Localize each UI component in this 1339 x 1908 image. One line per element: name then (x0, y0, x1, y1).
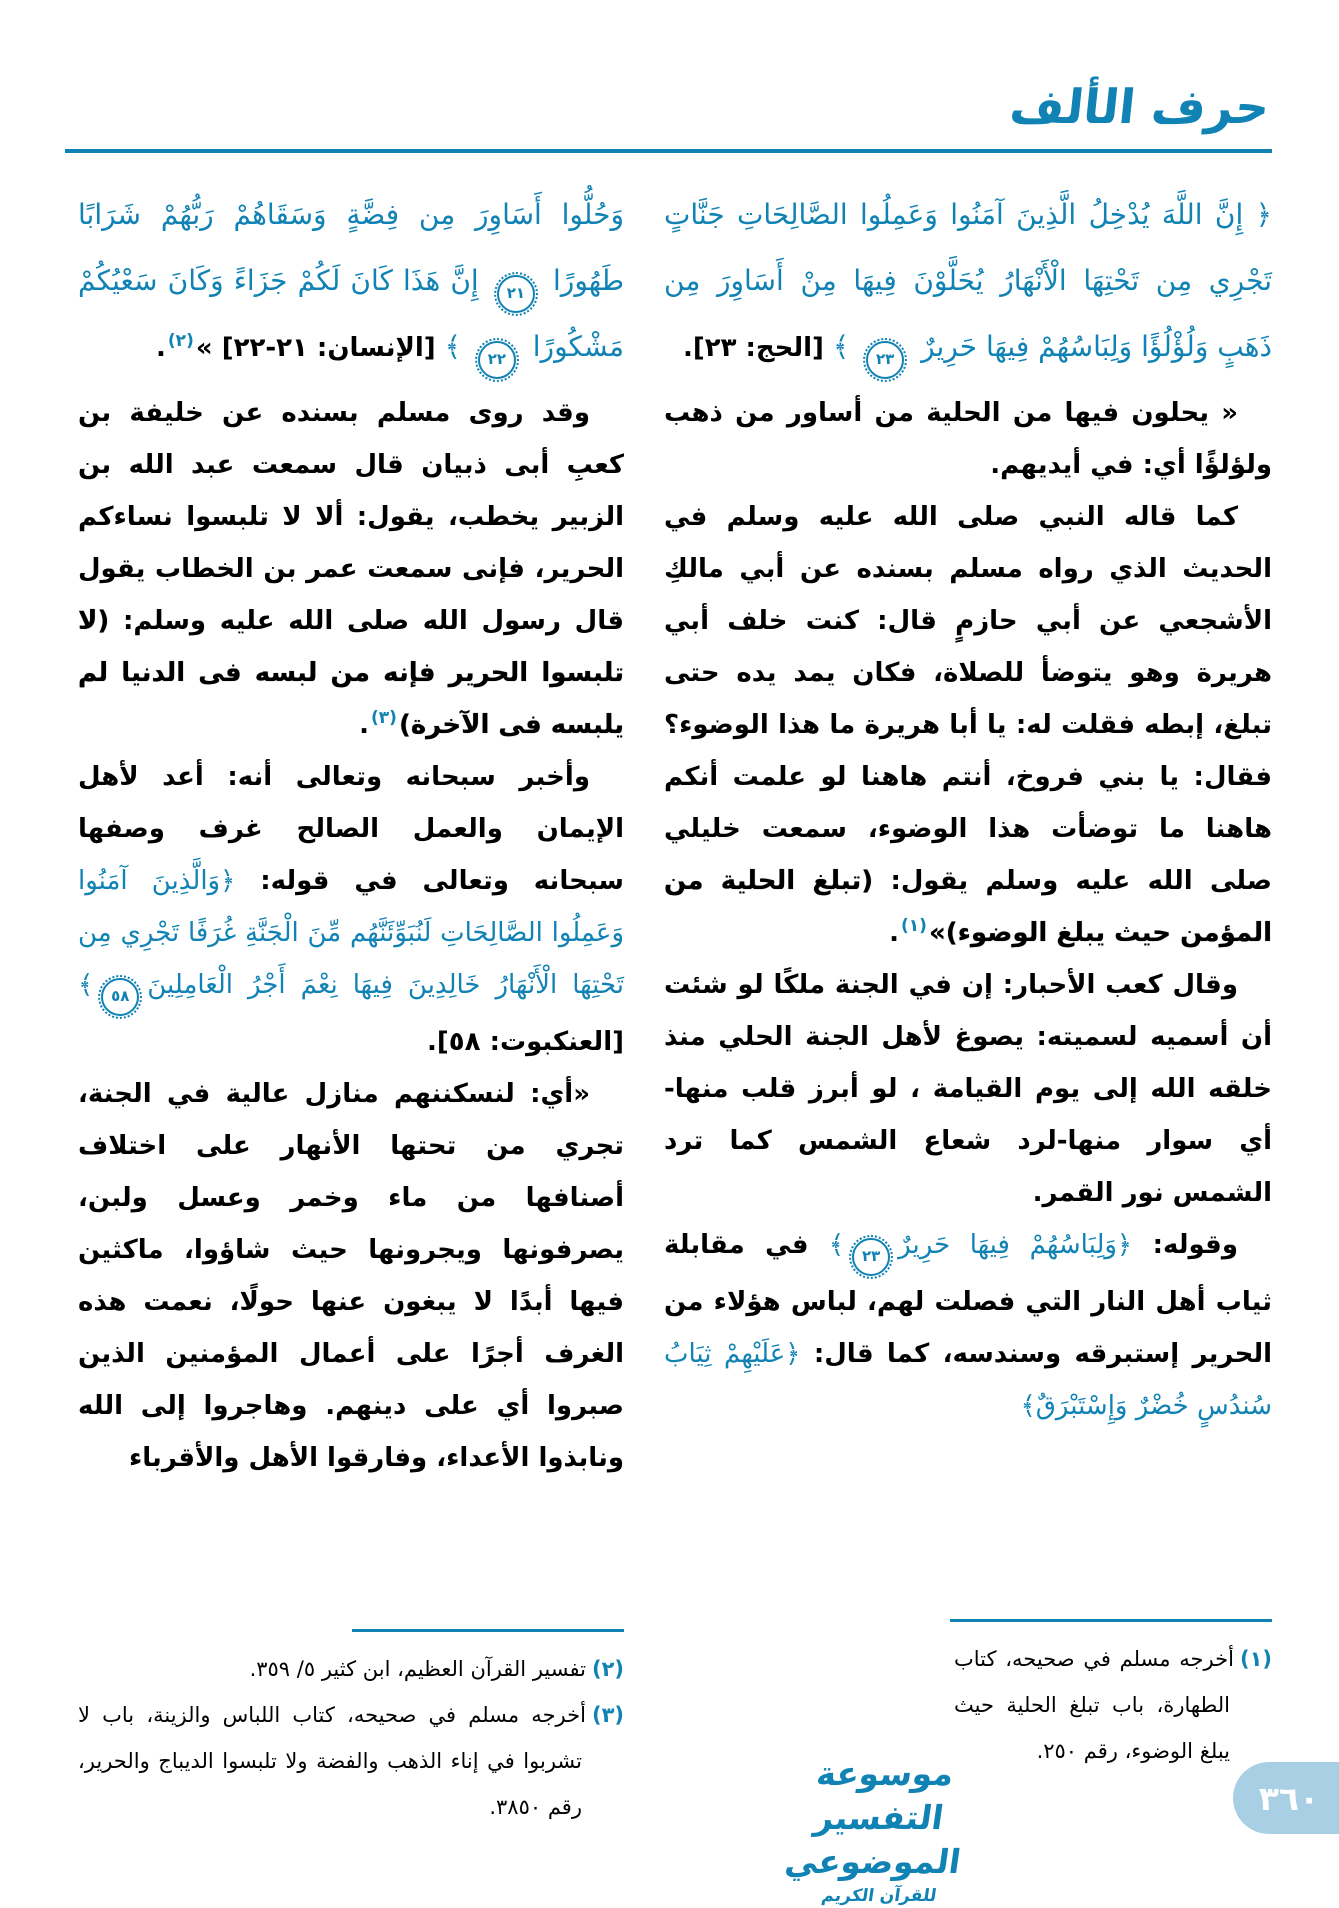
chapter-heading: حرف الألف (1007, 80, 1272, 135)
verse-number: ٢٢ (487, 350, 507, 368)
ornate-close-paren: ﴾ (444, 330, 461, 363)
commentary-with-quran-paragraph (78, 751, 624, 1068)
page-number-badge (1233, 1762, 1339, 1834)
verse-number-badge (101, 978, 139, 1016)
right-column (664, 182, 1272, 1774)
text-columns (65, 182, 1272, 1830)
footnote-reference: (٣) (370, 708, 397, 729)
footnote-number: (١) (1239, 1647, 1272, 1671)
paragraph-text: وقوله: (1132, 1230, 1238, 1260)
footnote-divider (950, 1619, 1272, 1622)
hadith-paragraph (664, 491, 1272, 959)
ornate-close-paren: ﴾ (832, 330, 850, 363)
quran-text: وَحُلُّوا أَسَاوِرَ مِن فِضَّةٍ وَسَقَاهُمْ رَبُّهُمْ شَرَابًا طَهُورًا (78, 198, 624, 297)
quran-verse-alhajj (664, 182, 1272, 381)
commentary-with-quran-paragraph (664, 1219, 1272, 1432)
quran-inline-text: ﴿عَلَيْهِمْ ثِيَابُ سُندُسٍ خُضْرٌ وَإِسْتَبْرَقٌ﴾ (664, 1338, 1272, 1421)
verse-number-badge (478, 341, 516, 379)
publisher-logo-main: موسوعة التفسير الموضوعي (782, 1754, 964, 1881)
publisher-logo-sub: للقرآن الكريم (820, 1886, 938, 1906)
verse-number: ٢٣ (861, 1247, 881, 1265)
footnote-text: أخرجه مسلم في صحيحه، كتاب اللباس والزينة، باب لا تشربوا في إناء الذهب والفضة ولا تلبسوا الديباج والحرير، رقم ٣٨٥٠. (78, 1703, 586, 1819)
verse-number-badge (497, 275, 535, 313)
paragraph-text: كما قاله النبي صلى الله عليه وسلم في الحديث الذي رواه مسلم بسنده عن أبي مالكِ الأشجعي عن أبي حازمٍ قال: كنت خلف أبي هريرة وهو يتوضأ للصلاة، فكان يمد يده حتى تبلغ، إبطه فقلت له: يا أبا هريرة ما هذا الوضوء؟ فقال: يا بني فروخ، أنتم هاهنا لو علمت أنكم هاهنا ما توضأت هذا الوضوء، سمعت خليلي صلى الله عليه وسلم يقول: (664, 502, 1273, 896)
publisher-logo (759, 1752, 999, 1908)
quran-text: إِنَّ اللَّهَ يُدْخِلُ الَّذِينَ آمَنُوا وَعَمِلُوا الصَّالِحَاتِ جَنَّاتٍ تَجْرِي مِن تَحْتِهَا الْأَنْهَارُ يُحَلَّوْنَ فِيهَا مِنْ أَسَاوِرَ مِن ذَهَبٍ وَلُؤْلُؤًا وَلِبَاسُهُمْ فِيهَا حَرِيرٌ (664, 198, 1272, 363)
quran-inline-text: ﴿وَالَّذِينَ آمَنُوا وَعَمِلُوا الصَّالِحَاتِ لَنُبَوِّئَنَّهُم مِّنَ الْجَنَّةِ غُرَفًا تَجْرِي مِن تَحْتِهَا الْأَنْهَارُ خَالِدِينَ فِيهَا نِعْمَ أَجْرُ الْعَامِلِينَ (78, 866, 624, 1000)
footnote (78, 1692, 624, 1830)
verse-number-badge (852, 1238, 890, 1276)
tafsir-paragraph: «أي: لنسكننهم منازل عالية في الجنة، تجري من تحتها الأنهار على اختلاف أصنافها من ماء وخمر وعسل ولبن، يصرفونها ويجرونها حيث شاؤوا، ماكثين فيها أبدًا لا يبغون عنها حولًا، نعمت هذه الغرف أجرًا على أعمال المؤمنين الذين صبروا أي على دينهم. وهاجروا إلى الله ونابذوا الأعداء، وفارقوا الأهل والأقرباء (78, 1078, 624, 1473)
footnote (78, 1646, 624, 1692)
commentary-paragraph: « يحلون فيها من الحلية من أساور من ذهب ولؤلؤًا أي: في أيديهم. (664, 398, 1272, 480)
ornate-close-paren: ﴾ (828, 1230, 845, 1260)
paragraph-text: في مقابلة ثياب أهل النار التي فصلت لهم، لباس هؤلاء من الحرير إستبرقه وسندسه، كما قال: (664, 1230, 1272, 1369)
paragraph-text: وقد روى مسلم بسنده عن خليفة بن كعبِ أبى ذبيان قال سمعت عبد الله بن الزبير يخطب، يقول: ألا لا تلبسوا نساءكم الحرير، فإنى سمعت عمر بن الخطاب يقول قال رسول الله صلى الله عليه وسلم: (78, 398, 624, 636)
left-column (78, 182, 624, 1830)
ornate-close-paren: ﴾ (78, 970, 94, 1000)
footnote-text: أخرجه مسلم في صحيحه، كتاب الطهارة، باب تبلغ الحلية حيث يبلغ الوضوء، رقم ٢٥٠. (954, 1647, 1234, 1763)
paragraph-text: . (156, 333, 166, 363)
ornate-open-paren: ﴿ (1255, 198, 1272, 231)
paragraph-text: . (889, 918, 899, 948)
footnote-divider (352, 1629, 624, 1632)
verse-reference: [الحج: ٢٣]. (682, 333, 824, 363)
footnote-reference: (٢) (167, 330, 194, 351)
page-number: ٣٦٠ (1258, 1778, 1320, 1818)
quran-verse-alinsan (78, 182, 624, 381)
verse-number: ٢٣ (876, 350, 895, 368)
hadith-quote: (لا تلبسوا الحرير فإنه من لبسه فى الدنيا لم يلبسه فى الآخرة) (78, 606, 624, 740)
verse-number: ٢١ (506, 284, 526, 302)
quran-text: إِنَّ هَذَا كَانَ لَكُمْ جَزَاءً وَكَانَ سَعْيُكُمْ مَشْكُورًا (78, 264, 624, 363)
paragraph-text: . (359, 710, 369, 740)
footnotes-right (954, 1619, 1272, 1774)
verse-reference: [العنكبوت: ٥٨]. (427, 1026, 624, 1057)
hadith-quote: (تبلغ الحلية من المؤمن حيث يبلغ الوضوء)» (664, 866, 1272, 948)
kaab-alahbar-paragraph: وقال كعب الأحبار: إن في الجنة ملكًا لو شئت أن أسميه لسميته: يصوغ لأهل الجنة الحلي منذ خلقه الله إلى يوم القيامة ، لو أبرز قلب منها-أي سوار منها-لرد شعاع الشمس كما ترد الشمس نور القمر. (664, 970, 1272, 1208)
header-divider (65, 149, 1272, 153)
footnote-number: (٣) (591, 1703, 624, 1727)
quran-inline-text: ﴿وَلِبَاسُهُمْ فِيهَا حَرِيرٌ (898, 1230, 1133, 1260)
footnote-number: (٢) (591, 1657, 624, 1681)
footnotes-left (78, 1629, 624, 1830)
verse-number-badge (866, 341, 904, 379)
hadith-paragraph (78, 387, 624, 751)
footnote-reference: (١) (900, 916, 927, 937)
footnote-text: تفسير القرآن العظيم، ابن كثير ٥/ ٣٥٩. (249, 1657, 586, 1681)
verse-reference: [الإنسان: ٢١-٢٢] » (195, 333, 436, 363)
page-header (65, 78, 1272, 138)
verse-number: ٥٨ (111, 987, 130, 1005)
paragraph-text: وأخبر سبحانه وتعالى أنه: أعد لأهل الإيمان والعمل الصالح غرف وصفها سبحانه وتعالى في قوله: (78, 762, 625, 896)
